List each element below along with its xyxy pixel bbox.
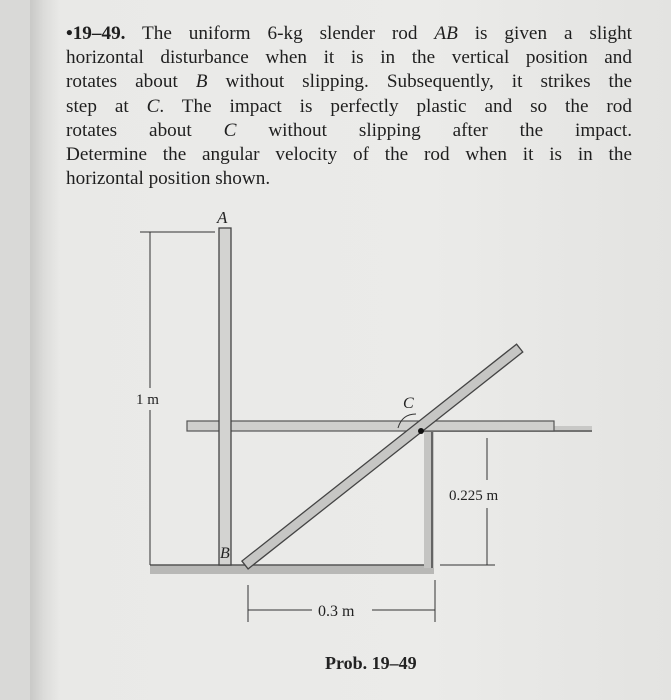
figure-caption: Prob. 19–49 — [325, 653, 417, 673]
problem-line-7: horizontal position shown. — [66, 168, 271, 190]
problem-line-1: •19–49. The uniform 6-kg slender rod AB is given a slight — [66, 23, 633, 44]
problem-line-6: Determine the angular velocity of the rod when it is in the — [66, 144, 632, 166]
problem-number: •19–49. — [66, 23, 126, 44]
point-label-b: B — [220, 545, 230, 562]
problem-line-2: horizontal disturbance when it is in the vertical position and — [66, 47, 632, 69]
rod-inclined-position — [242, 344, 523, 569]
dim-height-label: 1 m — [136, 392, 159, 408]
rod-vertical-position — [219, 228, 231, 565]
dim-step-label: 0.225 m — [449, 488, 499, 504]
problem-line-3: rotates about B without slipping. Subsequently, it strikes the — [66, 71, 632, 93]
dim-width-label: 0.3 m — [318, 603, 355, 620]
contact-point-c — [418, 428, 424, 434]
point-label-a: A — [217, 208, 228, 227]
ground — [150, 565, 434, 574]
problem-line-5: rotates about C without slipping after the impact. — [66, 119, 632, 141]
problem-line-4: step at C. The impact is perfectly plastic and so the rod — [66, 95, 632, 117]
point-label-c: C — [403, 395, 414, 412]
rod-horizontal-position — [187, 421, 554, 431]
